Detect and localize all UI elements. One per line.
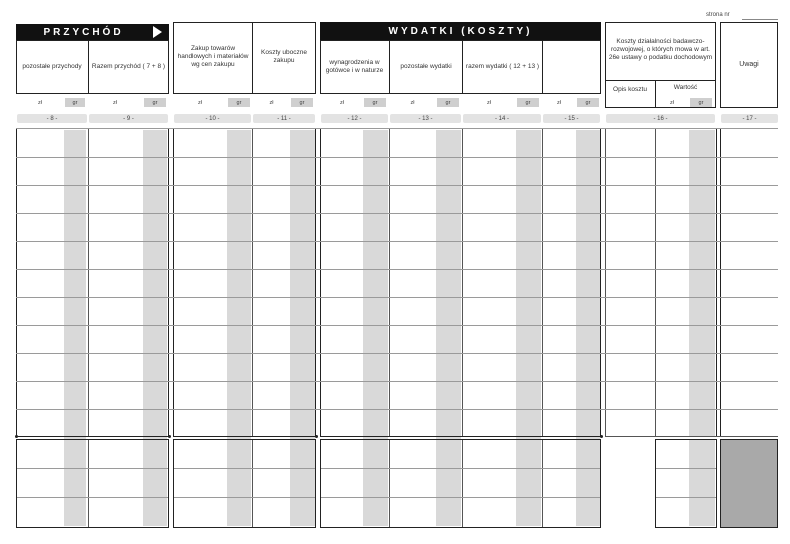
wydatki-col14-label: razem wydatki ( 12 + 13 ) [465,63,540,70]
unit-zl: zł [113,99,117,106]
uwagi-label: Uwagi [739,61,759,68]
unit-gr: gr [437,98,459,107]
column-number: - 15 - [543,114,600,123]
koszty-br-label: Koszty działalności badawczo-rozwojowej, o których mowa w art. 26e ustawy o podatku dochodowym [608,38,713,61]
unit-zl: zł [557,99,561,106]
zakup-col11-label: Koszty uboczne zakupu [261,49,307,64]
przychod-col8-label: pozostałe przychody [22,63,82,70]
column-number: - 9 - [89,114,168,123]
summary-przychod[interactable] [16,439,169,528]
unit-gr: gr [577,98,599,107]
unit-zl: zł [340,99,344,106]
unit-zl: zł [410,99,415,106]
unit-gr: gr [690,98,712,107]
page-number-label: strona nr [706,12,730,18]
column-number: - 8 - [17,114,87,123]
column-number: - 14 - [463,114,541,123]
summary-zakup[interactable] [173,439,316,528]
przychod-col9-label: Razem przychód ( 7 + 8 ) [91,63,166,70]
unit-zl: zł [269,99,274,106]
summary-wydatki[interactable] [320,439,601,528]
unit-zl: zł [670,99,674,106]
unit-gr: gr [364,98,386,107]
column-number: - 12 - [321,114,388,123]
unit-zl: zł [487,99,491,106]
wydatki-col12-label: wynagrodzenia w gotówce i w naturze [325,59,384,74]
summary-koszty-br[interactable] [655,439,717,528]
page-number-line[interactable] [742,19,778,20]
unit-gr: gr [517,98,539,107]
entry-rows[interactable] [16,128,778,437]
column-number: - 11 - [253,114,315,123]
koszty-br-sub1: Opis kosztu [613,86,647,93]
column-number: - 13 - [390,114,461,123]
unit-gr: gr [65,98,85,107]
column-number: - 16 - [606,114,715,123]
arrow-icon [153,26,162,38]
unit-gr: gr [144,98,166,107]
wydatki-header [320,22,601,40]
przychod-header [16,24,169,40]
unit-zl: zł [38,99,42,106]
wydatki-col13-label: pozostałe wydatki [400,63,452,70]
column-number: - 17 - [721,114,778,123]
summary-uwagi-filled [720,439,778,528]
koszty-br-sub2: Wartość [673,84,698,91]
unit-gr: gr [291,98,313,107]
wydatki-title: WYDATKI (KOSZTY) [388,25,533,37]
unit-gr: gr [228,98,250,107]
przychod-title: PRZYCHÓD [43,26,124,38]
column-number: - 10 - [174,114,251,123]
unit-zl: zł [198,99,202,106]
zakup-col10-label: Zakup towarów handlowych i materiałów wg cen zakupu [177,45,249,68]
